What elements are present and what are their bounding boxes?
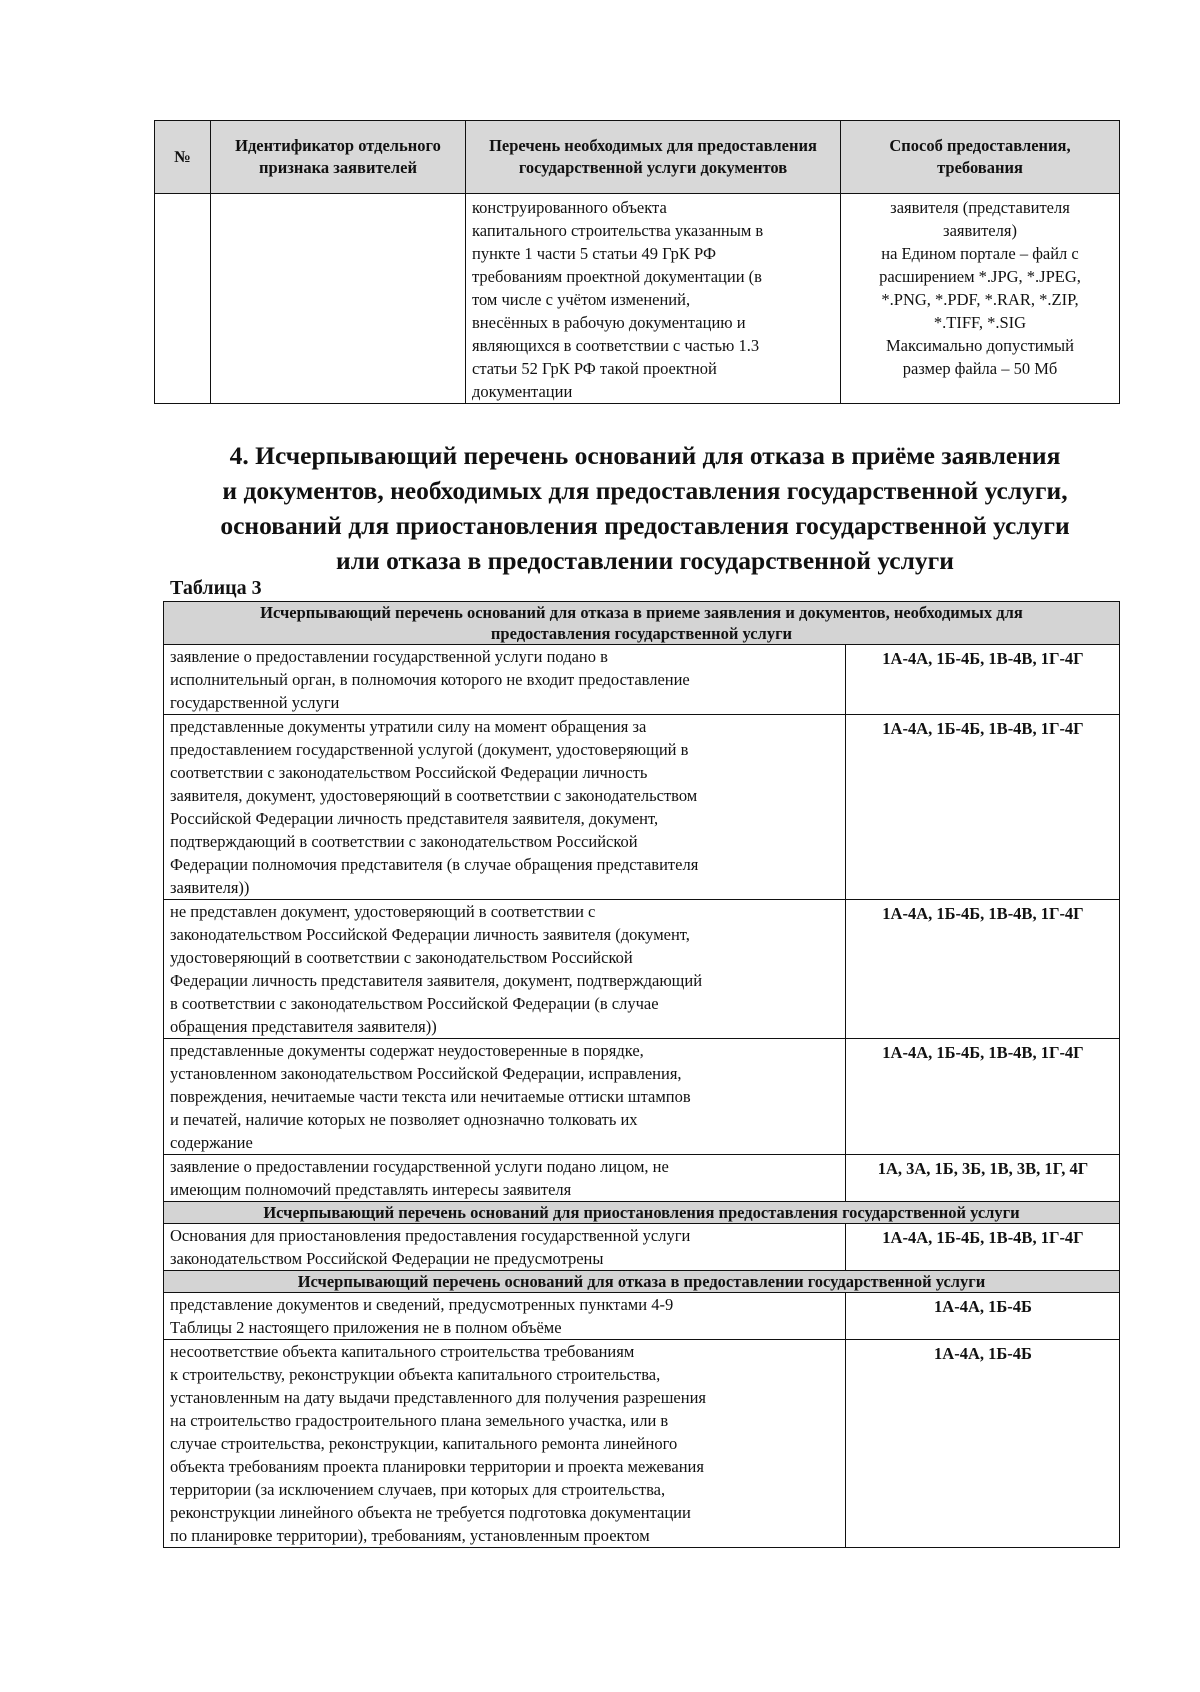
heading-line: или отказа в предоставлении государственной услуги — [336, 546, 954, 575]
applicant-codes: 1А-4А, 1Б-4Б, 1В-4В, 1Г-4Г — [846, 1039, 1120, 1155]
heading-line: 4. Исчерпывающий перечень оснований для отказа в приёме заявления — [229, 441, 1061, 470]
col-header-method: Способ предоставления, требования — [841, 121, 1120, 194]
text-line: исполнительный орган, в полномочия которого не входит предоставление — [170, 670, 690, 689]
text-line: пункте 1 части 5 статьи 49 ГрК РФ — [472, 244, 716, 263]
table-caption: Таблица 3 — [170, 577, 262, 599]
cell-identifier — [211, 194, 466, 404]
text-line: *.TIFF, *.SIG — [933, 313, 1027, 332]
cell-number — [155, 194, 211, 404]
text-line: капитального строительства указанным в — [472, 221, 764, 240]
ground-text — [164, 1155, 846, 1202]
section-title-line: Исчерпывающий перечень оснований для приостановления предоставления государственной услуги — [263, 1203, 1020, 1222]
text-line: представленные документы содержат неудостоверенные в порядке, — [170, 1041, 644, 1060]
text-line: соответствии с законодательством Российской Федерации личность — [170, 763, 648, 782]
text-line: на Едином портале – файл с — [881, 244, 1079, 263]
text-line: заявителя (представителя — [890, 198, 1070, 217]
text-line: заявление о предоставлении государственной услуги подано в — [170, 647, 608, 666]
text-line: государственной услуги — [170, 693, 340, 712]
text-line: том числе с учётом изменений, — [472, 290, 691, 309]
text-line: Максимально допустимый — [886, 336, 1074, 355]
section-header-row — [164, 1271, 1120, 1293]
col-header-documents: Перечень необходимых для предоставления государственной услуги документов — [466, 121, 841, 194]
table-row — [164, 645, 1120, 715]
col-header-number: № — [155, 121, 211, 194]
text-line: Федерации личность представителя заявителя, документ, подтверждающий — [170, 971, 703, 990]
text-line: документации — [472, 382, 573, 401]
ground-text — [164, 1293, 846, 1340]
text-line: территории (за исключением случаев, при которых для строительства, — [170, 1480, 666, 1499]
cell-documents — [466, 194, 841, 404]
applicant-codes: 1А-4А, 1Б-4Б, 1В-4В, 1Г-4Г — [846, 715, 1120, 900]
table-row — [164, 1293, 1120, 1340]
ground-text — [164, 1340, 846, 1548]
text-line: несоответствие объекта капитального строительства требованиям — [170, 1342, 635, 1361]
section-title-refusal-service — [164, 1271, 1120, 1293]
text-line: Федерации полномочия представителя (в случае обращения представителя — [170, 855, 699, 874]
section-header-row — [164, 1202, 1120, 1224]
documents-table — [154, 120, 1120, 404]
text-line: подтверждающий в соответствии с законодательством Российской — [170, 832, 638, 851]
text-line: реконструкции линейного объекта не требуется подготовка документации — [170, 1503, 691, 1522]
text-line: обращения представителя заявителя)) — [170, 1017, 437, 1036]
table-row — [164, 900, 1120, 1039]
text-line: имеющим полномочий представлять интересы заявителя — [170, 1180, 572, 1199]
applicant-codes: 1А-4А, 1Б-4Б, 1В-4В, 1Г-4Г — [846, 900, 1120, 1039]
section-title-line: Исчерпывающий перечень оснований для отказа в приеме заявления и документов, необходимых для — [260, 603, 1023, 622]
text-line: не представлен документ, удостоверяющий в соответствии с — [170, 902, 596, 921]
text-line: установленным на дату выдачи представленного для получения разрешения — [170, 1388, 707, 1407]
section-title-suspension — [164, 1202, 1120, 1224]
applicant-codes: 1А-4А, 1Б-4Б, 1В-4В, 1Г-4Г — [846, 645, 1120, 715]
text-line: повреждения, нечитаемые части текста или нечитаемые оттиски штампов — [170, 1087, 691, 1106]
text-line: по планировке территории), требованиям, установленным проектом — [170, 1526, 650, 1545]
cell-method — [841, 194, 1120, 404]
text-line: представленные документы утратили силу на момент обращения за — [170, 717, 647, 736]
section-title-line: предоставления государственной услуги — [490, 624, 793, 643]
ground-text — [164, 715, 846, 900]
text-line: *.PNG, *.PDF, *.RAR, *.ZIP, — [881, 290, 1079, 309]
text-line: предоставлением государственной услугой (документ, удостоверяющий в — [170, 740, 689, 759]
section-title-line: Исчерпывающий перечень оснований для отказа в предоставлении государственной услуги — [297, 1272, 986, 1291]
text-line: заявителя) — [943, 221, 1017, 240]
applicant-codes: 1А-4А, 1Б-4Б — [846, 1340, 1120, 1548]
text-line: Основания для приостановления предоставления государственной услуги — [170, 1226, 691, 1245]
text-line: являющихся в соответствии с частью 1.3 — [472, 336, 760, 355]
applicant-codes: 1А-4А, 1Б-4Б — [846, 1293, 1120, 1340]
text-line: случае строительства, реконструкции, капитального ремонта линейного — [170, 1434, 678, 1453]
text-line: размер файла – 50 Мб — [902, 359, 1058, 378]
table-row — [155, 194, 1120, 404]
text-line: содержание — [170, 1133, 253, 1152]
ground-text — [164, 1039, 846, 1155]
ground-text — [164, 900, 846, 1039]
text-line: Российской Федерации личность представителя заявителя, документ, — [170, 809, 659, 828]
grounds-table — [163, 601, 1120, 1548]
text-line: установленном законодательством Российской Федерации, исправления, — [170, 1064, 682, 1083]
text-line: расширением *.JPG, *.JPEG, — [879, 267, 1081, 286]
text-line: статьи 52 ГрК РФ такой проектной — [472, 359, 717, 378]
section-title-refusal-acceptance — [164, 602, 1120, 645]
text-line: представление документов и сведений, предусмотренных пунктами 4-9 — [170, 1295, 674, 1314]
text-line: объекта требованиям проекта планировки территории и проекта межевания — [170, 1457, 704, 1476]
table-row — [164, 1155, 1120, 1202]
text-line: заявление о предоставлении государственной услуги подано лицом, не — [170, 1157, 669, 1176]
table-row — [164, 1340, 1120, 1548]
text-line: заявителя, документ, удостоверяющий в соответствии с законодательством — [170, 786, 698, 805]
documents-table-header-row — [155, 121, 1120, 194]
text-line: в соответствии с законодательством Российской Федерации (в случае — [170, 994, 659, 1013]
col-header-identifier: Идентификатор отдельного признака заявителей — [211, 121, 466, 194]
table-row — [164, 715, 1120, 900]
section-heading — [150, 438, 1140, 578]
applicant-codes: 1А-4А, 1Б-4Б, 1В-4В, 1Г-4Г — [846, 1224, 1120, 1271]
text-line: внесённых в рабочую документацию и — [472, 313, 746, 332]
text-line: законодательством Российской Федерации не предусмотрены — [170, 1249, 604, 1268]
ground-text — [164, 1224, 846, 1271]
text-line: Таблицы 2 настоящего приложения не в полном объёме — [170, 1318, 562, 1337]
text-line: удостоверяющий в соответствии с законодательством Российской — [170, 948, 633, 967]
applicant-codes: 1А, 3А, 1Б, 3Б, 1В, 3В, 1Г, 4Г — [846, 1155, 1120, 1202]
text-line: заявителя)) — [170, 878, 250, 897]
text-line: конструированного объекта — [472, 198, 667, 217]
text-line: законодательством Российской Федерации личность заявителя (документ, — [170, 925, 690, 944]
table-row — [164, 1224, 1120, 1271]
text-line: на строительство градостроительного плана земельного участка, или в — [170, 1411, 669, 1430]
heading-line: и документов, необходимых для предоставления государственной услуги, — [222, 476, 1068, 505]
text-line: к строительству, реконструкции объекта капитального строительства, — [170, 1365, 661, 1384]
heading-line: оснований для приостановления предоставления государственной услуги — [220, 511, 1070, 540]
text-line: требованиям проектной документации (в — [472, 267, 762, 286]
ground-text — [164, 645, 846, 715]
text-line: и печатей, наличие которых не позволяет однозначно толковать их — [170, 1110, 638, 1129]
table-row — [164, 1039, 1120, 1155]
section-header-row — [164, 602, 1120, 645]
